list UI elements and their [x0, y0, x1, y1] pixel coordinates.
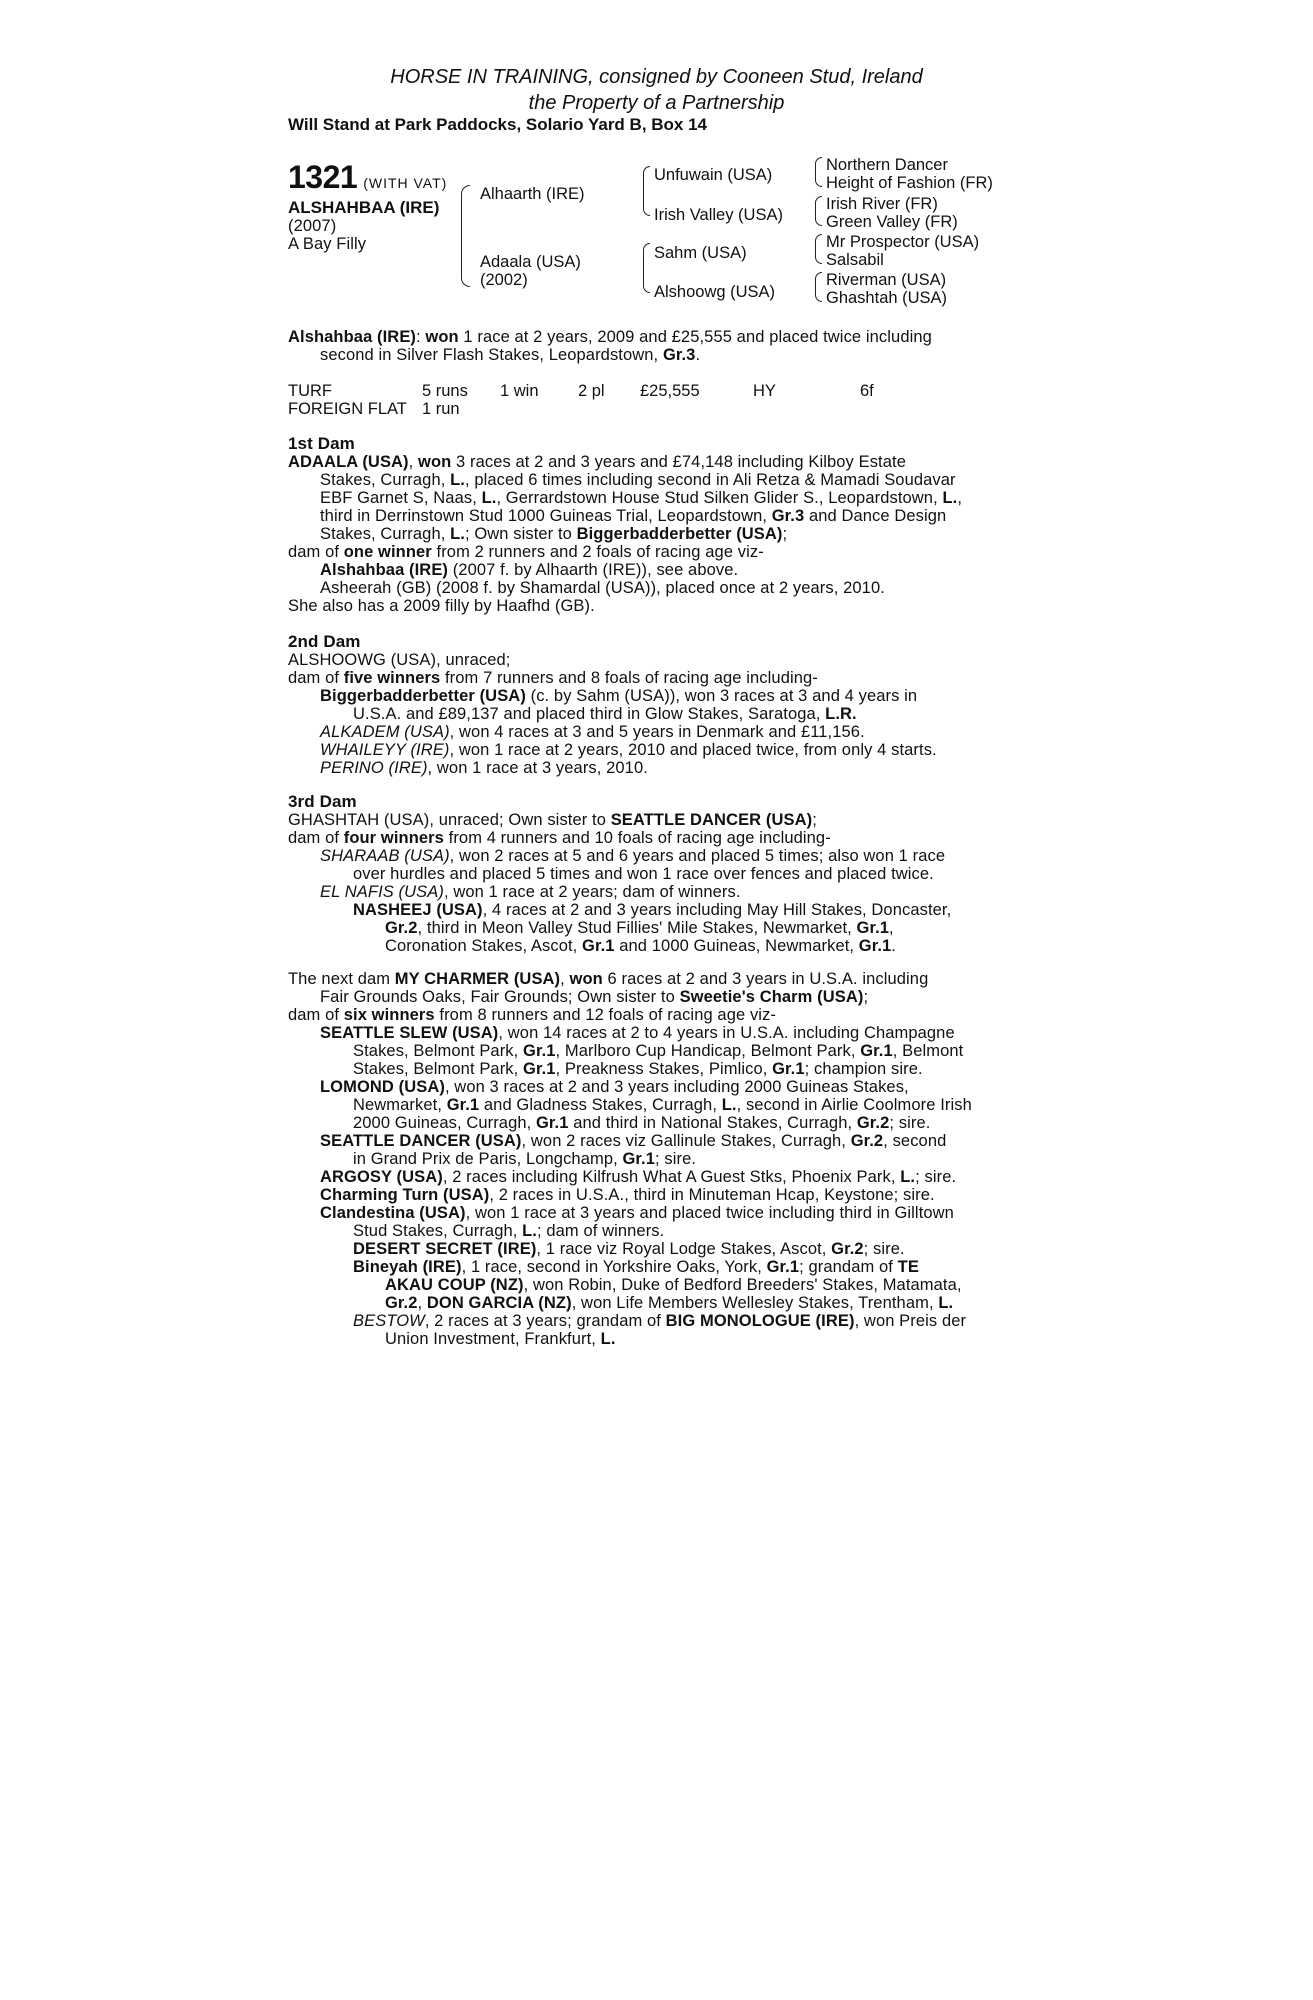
- text: ,: [889, 919, 894, 937]
- text: third in Derrinstown Stud 1000 Guineas Trial, Leopardstown,: [320, 507, 772, 525]
- ancestor-g7: Riverman (USA): [826, 271, 947, 289]
- text: , won Robin, Duke of Bedford Breeders' Stakes, Matamata,: [523, 1276, 962, 1294]
- text: ,: [957, 489, 963, 507]
- text: (2007 f. by Alhaarth (IRE)), see above.: [448, 561, 739, 579]
- text: L.: [481, 489, 497, 507]
- text: ;: [782, 525, 788, 543]
- text: ,: [417, 1294, 427, 1312]
- ancestor-g4: Green Valley (FR): [826, 213, 958, 231]
- text: , won 1 race at 2 years; dam of winners.: [443, 883, 741, 901]
- dam-sire: Sahm (USA): [654, 244, 747, 262]
- text: Asheerah (GB) (2008 f. by Shamardal (USA)), placed once at 2 years, 2010.: [320, 579, 885, 597]
- text: L.: [938, 1294, 954, 1312]
- text: Gr.3: [771, 507, 805, 525]
- dam1-name: ADAALA (USA): [288, 453, 409, 471]
- text: Gr.1: [582, 937, 615, 955]
- text: , placed 6 times including second in Ali Retza & Mamadi Soudavar: [464, 471, 956, 489]
- brace-g2: [815, 196, 822, 226]
- summary-text: 1 race at 2 years, 2009 and £25,555 and placed twice including: [458, 328, 932, 346]
- text: Stakes, Curragh,: [320, 471, 451, 489]
- text: L.: [600, 1330, 616, 1348]
- text: L.: [522, 1222, 537, 1240]
- text: and 1000 Guineas, Newmarket,: [614, 937, 859, 955]
- lot-info: [288, 160, 447, 253]
- summary-horse-name: Alshahbaa (IRE): [288, 328, 417, 346]
- stat-placed: 2 pl: [578, 382, 605, 400]
- summary-won: won: [425, 328, 459, 346]
- text: BIG MONOLOGUE (IRE): [665, 1312, 855, 1330]
- third-dam-section: [288, 792, 1008, 955]
- text: SHARAAB (USA): [320, 847, 450, 865]
- text: Stud Stakes, Curragh,: [353, 1222, 523, 1240]
- ancestor-g2: Height of Fashion (FR): [826, 174, 993, 192]
- text: Newmarket,: [353, 1096, 447, 1114]
- text: ALSHOOWG (USA), unraced;: [288, 651, 511, 669]
- text: EBF Garnet S, Naas,: [320, 489, 482, 507]
- text: Union Investment, Frankfurt,: [385, 1330, 601, 1348]
- text: Gr.1: [523, 1060, 556, 1078]
- text: , second in Airlie Coolmore Irish: [736, 1096, 972, 1114]
- second-dam-section: [288, 632, 1008, 777]
- stat-earnings: £25,555: [640, 382, 700, 400]
- text: Gr.1: [858, 937, 892, 955]
- text: from 8 runners and 12 foals of racing age viz-: [434, 1006, 777, 1024]
- text: SEATTLE DANCER (USA): [320, 1132, 522, 1150]
- brace-g4: [815, 272, 822, 302]
- text: Clandestina (USA): [320, 1204, 466, 1222]
- text: ; grandam of: [799, 1258, 898, 1276]
- text: , Marlboro Cup Handicap, Belmont Park,: [555, 1042, 861, 1060]
- property-line: the Property of a Partnership: [528, 92, 785, 114]
- text: Gr.1: [856, 919, 890, 937]
- brace-g3: [815, 234, 822, 264]
- summary-end: .: [695, 346, 701, 364]
- text: and Gladness Stakes, Curragh,: [479, 1096, 722, 1114]
- text: ,: [408, 453, 419, 471]
- text: won: [569, 970, 603, 988]
- text: ; sire.: [863, 1240, 905, 1258]
- third-dam-heading: 3rd Dam: [288, 792, 357, 811]
- text: in Grand Prix de Paris, Longchamp,: [353, 1150, 623, 1168]
- brace-dam: [643, 243, 650, 293]
- text: Stakes, Belmont Park,: [353, 1060, 524, 1078]
- text: Charming Turn (USA): [320, 1186, 490, 1204]
- summary-grade: Gr.3: [662, 346, 696, 364]
- vat-note: (WITH VAT): [363, 175, 448, 191]
- ancestor-g5: Mr Prospector (USA): [826, 233, 980, 251]
- text: ; Own sister to: [464, 525, 577, 543]
- text: Gr.1: [622, 1150, 655, 1168]
- text: L.: [721, 1096, 737, 1114]
- text: BESTOW: [353, 1312, 425, 1330]
- first-dam-heading: 1st Dam: [288, 434, 355, 453]
- text: Coronation Stakes, Ascot,: [385, 937, 583, 955]
- consignor-line: HORSE IN TRAINING, consigned by Cooneen Stud, Ireland: [390, 66, 923, 88]
- horse-name: ALSHAHBAA (IRE): [288, 198, 440, 217]
- text: LOMOND (USA): [320, 1078, 445, 1096]
- text: (c. by Sahm (USA)), won 3 races at 3 and 4 years in: [525, 687, 918, 705]
- text: 2000 Guineas, Curragh,: [353, 1114, 536, 1132]
- text: U.S.A. and £89,137 and placed third in Glow Stakes, Saratoga,: [353, 705, 826, 723]
- text: , won 4 races at 3 and 5 years in Denmark and £11,156.: [449, 723, 865, 741]
- text: , 2 races in U.S.A., third in Minuteman Hcap, Keystone; sire.: [489, 1186, 935, 1204]
- lot-number: 1321: [288, 159, 358, 195]
- text: Stakes, Curragh,: [320, 525, 451, 543]
- text: Gr.1: [772, 1060, 805, 1078]
- text: WHAILEYY (IRE): [320, 741, 450, 759]
- text: dam of: [288, 1006, 344, 1024]
- first-dam-section: [288, 434, 1008, 615]
- text: Gr.1: [446, 1096, 480, 1114]
- text: Stakes, Belmont Park,: [353, 1042, 524, 1060]
- text: AKAU COUP (NZ): [385, 1276, 524, 1294]
- ancestor-g1: Northern Dancer: [826, 156, 948, 174]
- next-dam-section: [288, 970, 1008, 1348]
- text: and third in National Stakes, Curragh,: [568, 1114, 857, 1132]
- text: ;: [812, 811, 817, 829]
- stat-runs: 5 runs: [422, 382, 468, 400]
- text: , won 1 race at 3 years and placed twice including third in Gilltown: [465, 1204, 954, 1222]
- text: L.: [450, 525, 465, 543]
- text: Gr.2: [856, 1114, 890, 1132]
- brace-g1: [815, 157, 822, 187]
- text: six winners: [343, 1006, 435, 1024]
- brace-main: [461, 185, 470, 287]
- text: The next dam: [288, 970, 395, 988]
- text: Gr.1: [766, 1258, 800, 1276]
- text: Gr.2: [385, 919, 418, 937]
- dam-dam: Alshoowg (USA): [654, 283, 776, 301]
- text: Gr.2: [831, 1240, 864, 1258]
- text: L.R.: [825, 705, 857, 723]
- text: ; dam of winners.: [537, 1222, 665, 1240]
- brace-sire: [643, 166, 650, 216]
- text: EL NAFIS (USA): [320, 883, 444, 901]
- text: 6 races at 2 and 3 years in U.S.A. including: [602, 970, 929, 988]
- text: , won 2 races viz Gallinule Stakes, Curragh,: [521, 1132, 851, 1150]
- text: , Gerrardstown House Stud Silken Glider S., Leopardstown,: [496, 489, 943, 507]
- text: ,: [560, 970, 570, 988]
- text: , won 14 races at 2 to 4 years in U.S.A. including Champagne: [498, 1024, 955, 1042]
- text: PERINO (IRE): [320, 759, 428, 777]
- text: L.: [942, 489, 958, 507]
- text: Gr.2: [385, 1294, 418, 1312]
- text: , won Life Members Wellesley Stakes, Trentham,: [571, 1294, 939, 1312]
- text: won: [418, 453, 452, 471]
- ancestor-g8: Ghashtah (USA): [826, 289, 948, 307]
- text: SEATTLE DANCER (USA): [610, 811, 813, 829]
- text: ALKADEM (USA): [320, 723, 450, 741]
- text: , Preakness Stakes, Pimlico,: [555, 1060, 773, 1078]
- text: , won 3 races at 2 and 3 years including 2000 Guineas Stakes,: [444, 1078, 909, 1096]
- stand-location: Will Stand at Park Paddocks, Solario Yard B, Box 14: [288, 115, 708, 134]
- text: ; sire.: [889, 1114, 931, 1132]
- text: Biggerbadderbetter (USA): [320, 687, 526, 705]
- text: ; sire.: [654, 1150, 697, 1168]
- text: .: [891, 937, 896, 955]
- stat-runs-2: 1 run: [422, 400, 460, 418]
- text: ARGOSY (USA): [320, 1168, 443, 1186]
- text: , won Preis der: [854, 1312, 967, 1330]
- text: ; champion sire.: [804, 1060, 923, 1078]
- dam-year: (2002): [480, 271, 528, 289]
- text: over hurdles and placed 5 times and won 1 race over fences and placed twice.: [353, 865, 934, 883]
- text: 3 races at 2 and 3 years and £74,148 including Kilboy Estate: [451, 453, 906, 471]
- text: Fair Grounds Oaks, Fair Grounds; Own sister to: [320, 988, 680, 1006]
- summary-line2: second in Silver Flash Stakes, Leopardstown,: [320, 346, 663, 364]
- stat-distance: 6f: [860, 382, 874, 400]
- text: Bineyah (IRE): [353, 1258, 462, 1276]
- text: four winners: [343, 829, 444, 847]
- text: , 4 races at 2 and 3 years including May Hill Stakes, Doncaster,: [482, 901, 952, 919]
- race-summary: Alshahbaa (IRE): won 1 race at 2 years, 2009 and £25,555 and placed twice including second in Silver Flash Stakes, Leopardstown, Gr.3.: [288, 328, 932, 364]
- text: Gr.1: [523, 1042, 556, 1060]
- stat-surface-2: FOREIGN FLAT: [288, 400, 407, 418]
- text: NASHEEJ (USA): [353, 901, 483, 919]
- text: five winners: [343, 669, 441, 687]
- text: and Dance Design: [804, 507, 947, 525]
- ancestor-g6: Salsabil: [826, 251, 884, 269]
- text: MY CHARMER (USA): [394, 970, 561, 988]
- text: from 4 runners and 10 foals of racing age including-: [443, 829, 831, 847]
- text: ; sire.: [915, 1168, 957, 1186]
- stat-surface: TURF: [288, 382, 332, 400]
- text: She also has a 2009 filly by Haafhd (GB).: [288, 597, 595, 615]
- text: , 2 races including Kilfrush What A Guest Stks, Phoenix Park,: [442, 1168, 901, 1186]
- text: Alshahbaa (IRE): [320, 561, 449, 579]
- text: , won 1 race at 2 years, 2010 and placed twice, from only 4 starts.: [449, 741, 937, 759]
- text: , 1 race viz Royal Lodge Stakes, Ascot,: [536, 1240, 832, 1258]
- text: L.: [900, 1168, 916, 1186]
- text: , third in Meon Valley Stud Fillies' Mile Stakes, Newmarket,: [417, 919, 857, 937]
- text: dam of: [288, 543, 344, 561]
- text: SEATTLE SLEW (USA): [320, 1024, 499, 1042]
- stat-wins: 1 win: [500, 382, 539, 400]
- ancestor-g3: Irish River (FR): [826, 195, 938, 213]
- text: , second: [883, 1132, 947, 1150]
- text: , 1 race, second in Yorkshire Oaks, York,: [461, 1258, 767, 1276]
- text: Gr.2: [850, 1132, 884, 1150]
- sire-dam: Irish Valley (USA): [654, 206, 783, 224]
- text: DON GARCIA (NZ): [426, 1294, 572, 1312]
- dam-name: Adaala (USA): [480, 253, 581, 271]
- text: GHASHTAH (USA), unraced; Own sister to: [288, 811, 611, 829]
- foaling-year: (2007): [288, 217, 337, 235]
- stat-going: HY: [753, 382, 776, 400]
- text: , won 1 race at 3 years, 2010.: [427, 759, 648, 777]
- text: , Belmont: [892, 1042, 964, 1060]
- text: TE: [897, 1258, 919, 1276]
- text: DESERT SECRET (IRE): [353, 1240, 537, 1258]
- horse-description: A Bay Filly: [288, 235, 367, 253]
- text: from 7 runners and 8 foals of racing age including-: [440, 669, 818, 687]
- text: Gr.1: [536, 1114, 569, 1132]
- second-dam-heading: 2nd Dam: [288, 632, 361, 651]
- text: ;: [863, 988, 869, 1006]
- text: , won 2 races at 5 and 6 years and placed 5 times; also won 1 race: [449, 847, 946, 865]
- text: one winner: [343, 543, 432, 561]
- text: dam of: [288, 829, 344, 847]
- text: Gr.1: [860, 1042, 893, 1060]
- sire-name: Alhaarth (IRE): [480, 185, 585, 203]
- text: Sweetie's Charm (USA): [679, 988, 864, 1006]
- text: from 2 runners and 2 foals of racing age viz-: [431, 543, 764, 561]
- sire-sire: Unfuwain (USA): [654, 166, 773, 184]
- text: Biggerbadderbetter (USA): [576, 525, 783, 543]
- text: , 2 races at 3 years; grandam of: [424, 1312, 666, 1330]
- text: dam of: [288, 669, 344, 687]
- text: L.: [450, 471, 465, 489]
